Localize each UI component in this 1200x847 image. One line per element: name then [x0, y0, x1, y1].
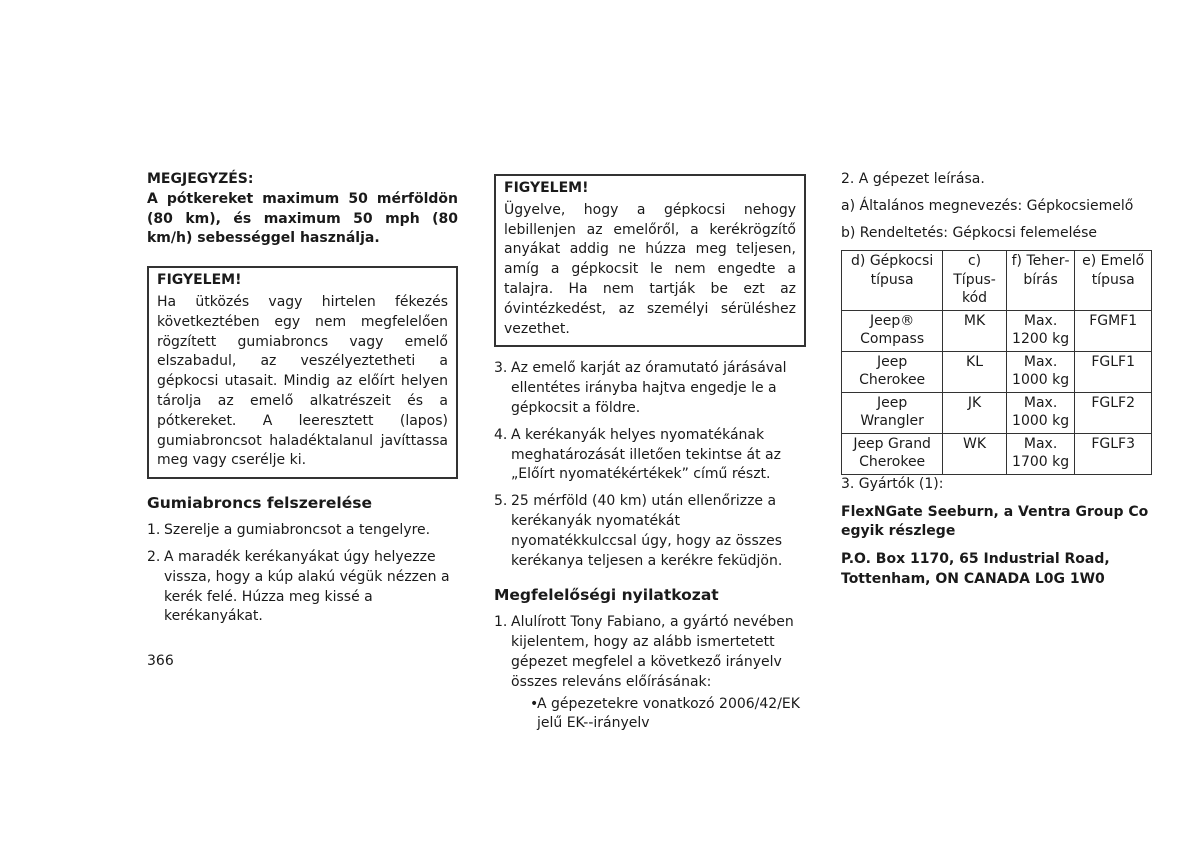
table-header: f) Teherbírás	[1006, 251, 1075, 311]
step-number: 5.	[494, 493, 508, 510]
step-text: A kerékanyák helyes nyomatékának meghatározását illetően tekintse át az „Előírt nyomatékértékek” című részt.	[511, 426, 781, 483]
bullet-icon: •	[530, 695, 539, 712]
step-text: 25 mérföld (40 km) után ellenőrizze a kerékanyák nyomatékát nyomatékkulccsal úgy, hogy az összes kerékanya teljesen a kerékre feküdjön.	[511, 493, 783, 569]
warning-box	[147, 266, 458, 479]
section-title-declaration: Megfelelőségi nyilatkozat	[494, 586, 719, 605]
table-row	[842, 433, 1152, 474]
table-cell: Max. 1200 kg	[1006, 310, 1075, 351]
manufacturer-address: P.O. Box 1170, 65 Industrial Road, Tottenham, ON CANADA L0G 1W0	[841, 551, 1110, 588]
declaration-text: Alulírott Tony Fabiano, a gyártó nevében kijelentem, hogy az alább ismertetett gépezet megfelel a következő irányelv összes releváns előírásának:	[511, 614, 794, 690]
manufacturer-name: FlexNGate Seeburn, a Ventra Group Co egyik részlege	[841, 503, 1149, 540]
table-cell: Jeep® Compass	[842, 310, 943, 351]
right-column	[841, 170, 1152, 590]
table-header: c) Típuskód	[943, 251, 1007, 311]
purpose: b) Rendeltetés: Gépkocsi felemelése	[841, 224, 1097, 241]
manufacturers-label: 3. Gyártók (1):	[841, 475, 944, 492]
middle-column	[494, 174, 806, 741]
table-header-row	[842, 251, 1152, 311]
warning-text: Ha ütközés vagy hirtelen fékezés következtében egy nem megfelelően rögzített gumiabroncs vagy emelő elszabadul, az veszélyeztetheti a gépkocsi utasait. Mindig az előírt helyen tárolja az emelő alkatrészeit és a pótkereket. A leeresztett (lapos) gumiabroncsot haladéktalanul javíttassa meg vagy cserélje ki.	[157, 293, 448, 469]
table-cell: Jeep Wrangler	[842, 392, 943, 433]
table-row	[842, 392, 1152, 433]
table-cell: Max. 1700 kg	[1006, 433, 1075, 474]
table-cell: MK	[943, 310, 1007, 351]
note-title: MEGJEGYZÉS:	[147, 171, 254, 187]
step-text: Szerelje a gumiabroncsot a tengelyre.	[164, 522, 431, 539]
table-header: d) Gépkocsi típusa	[842, 251, 943, 311]
warning-title: FIGYELEM!	[157, 272, 242, 289]
table-cell: Max. 1000 kg	[1006, 351, 1075, 392]
table-cell: FGLF3	[1075, 433, 1152, 474]
warning-title: FIGYELEM!	[504, 180, 589, 196]
step-number: 3.	[494, 360, 508, 377]
left-column	[147, 170, 458, 634]
list-item	[494, 492, 806, 571]
step-number: 1.	[147, 522, 161, 539]
machine-description: 2. A gépezet leírása.	[841, 171, 985, 187]
page-number: 366	[147, 653, 174, 669]
table-cell: Jeep Grand Cherokee	[842, 433, 943, 474]
step-number: 2.	[147, 548, 161, 565]
step-text: A maradék kerékanyákat úgy helyezze vissza, hogy a kúp alakú végük nézzen a kerék felé. Húzza meg kissé a kerékanyákat.	[164, 548, 450, 625]
table-row	[842, 310, 1152, 351]
note-text: A pótkereket maximum 50 mérföldön (80 km), és maximum 50 mph (80 km/h) sebességgel használja.	[147, 190, 458, 247]
list-item	[147, 548, 458, 627]
jack-table	[841, 250, 1152, 475]
list-item	[494, 613, 806, 734]
table-cell: JK	[943, 392, 1007, 433]
table-cell: FGLF2	[1075, 392, 1152, 433]
table-cell: FGMF1	[1075, 310, 1152, 351]
step-text: Az emelő karját az óramutató járásával ellentétes irányba hajtva engedje le a gépkocsit a földre.	[511, 360, 787, 416]
warning-text: Ügyelve, hogy a gépkocsi nehogy lebillenjen az emelőről, a kerékrögzítő anyákat addig ne húzza meg teljesen, amíg a gépkocsit le nem engedte a talajra. Ha nem tartják be ezt az óvintézkedést, az személyi sérüléshez vezethet.	[504, 201, 796, 337]
table-header: e) Emelő típusa	[1075, 251, 1152, 311]
list-item	[494, 426, 806, 485]
list-item	[147, 521, 458, 541]
general-name: a) Általános megnevezés: Gépkocsiemelő	[841, 197, 1134, 214]
directive-text: A gépezetekre vonatkozó 2006/42/EK jelű EK--irányelv	[537, 695, 800, 732]
section-title-tire-mounting: Gumiabroncs felszerelése	[147, 494, 372, 513]
step-number: 1.	[494, 614, 508, 631]
table-cell: KL	[943, 351, 1007, 392]
table-cell: FGLF1	[1075, 351, 1152, 392]
table-row	[842, 351, 1152, 392]
table-cell: Jeep Cherokee	[842, 351, 943, 392]
warning-box	[494, 174, 806, 347]
directive-item	[511, 695, 806, 735]
declaration-list	[494, 613, 806, 734]
step-number: 4.	[494, 426, 508, 443]
table-cell: WK	[943, 433, 1007, 474]
list-item	[494, 359, 806, 418]
steps-list	[494, 359, 806, 571]
steps-list	[147, 521, 458, 627]
table-cell: Max. 1000 kg	[1006, 392, 1075, 433]
